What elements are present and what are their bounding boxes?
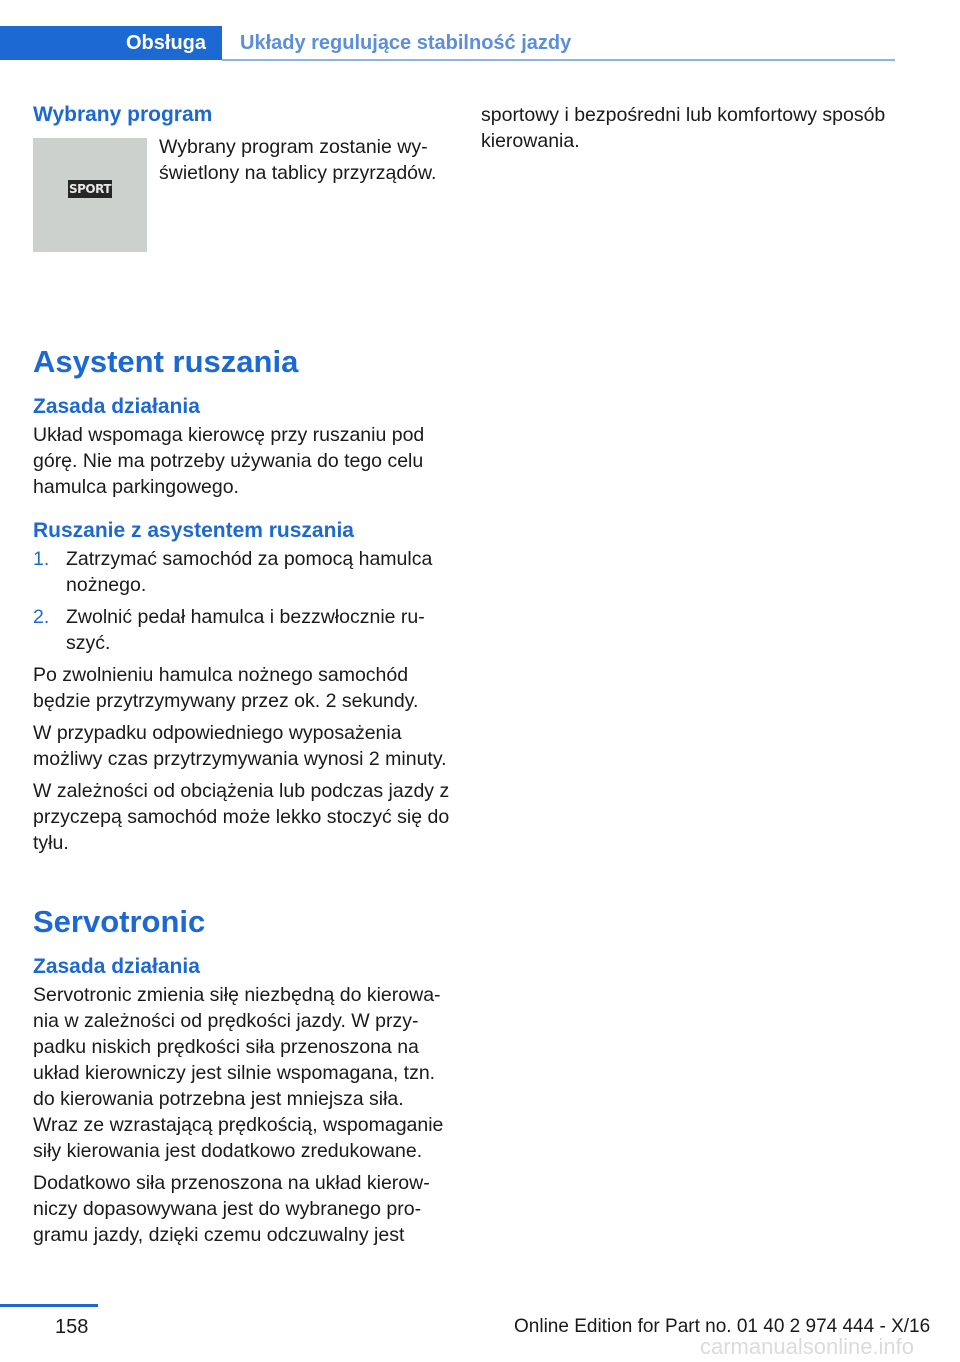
hill-start-para-3: W zależności od obciążenia lub podczas jazdy z przyczepą samochód może lekko stoczyć się do tyłu. — [33, 780, 450, 854]
step-text: Zwolnić pedał hamulca i bezzwłocznie ruszyć. — [66, 606, 425, 654]
hill-start-para-1: Po zwolnieniu hamulca nożnego samochód będzie przytrzymywany przez ok. 2 sekundy. — [33, 664, 419, 712]
header-chapter-title: Układy regulujące stabilność jazdy — [240, 32, 572, 54]
step-text: Zatrzymać samochód za pomocą hamulca nożnego. — [66, 548, 433, 596]
footer-edition: Online Edition for Part no. 01 40 2 974 444 - X/16 — [514, 1316, 931, 1337]
list-item — [33, 546, 453, 598]
selected-program-block — [33, 132, 453, 292]
servotronic-principle-heading: Zasada działania — [33, 955, 200, 978]
page-header — [0, 0, 895, 62]
selected-program-heading: Wybrany program — [33, 103, 213, 126]
watermark: carmanualsonline.info — [700, 1334, 915, 1359]
footer-rule — [0, 1304, 98, 1307]
left-column — [33, 100, 453, 1248]
servotronic-title: Servotronic — [33, 904, 206, 939]
hill-start-title: Asystent ruszania — [33, 344, 299, 379]
hill-start-para-2: W przypadku odpowiedniego wyposażenia możliwy czas przytrzymywania wynosi 2 minuty. — [33, 722, 447, 770]
servotronic-para-1: Servotronic zmienia siłę niezbędną do kierowania w zależności od prędkości jazdy. W przypadku niskich prędkości siła przenoszona na układ kierowniczy jest silnie wspomagana, tzn. do kierowania potrzebna jest mniejsza siła. Wraz ze wzrastającą prędkością, wspomaganie siły kierowania jest dodatkowo zredukowane. — [33, 984, 444, 1162]
step-number: 2. — [33, 606, 50, 628]
step-number: 1. — [33, 548, 50, 570]
hill-start-procedure-heading: Ruszanie z asystentem ruszania — [33, 519, 354, 542]
hill-start-principle-heading: Zasada działania — [33, 395, 200, 418]
servotronic-para-2: Dodatkowo siła przenoszona na układ kierowniczy dopasowywana jest do wybranego programu jazdy, dzięki czemu odczuwalny jest — [33, 1172, 430, 1246]
sport-badge-icon: SPORT — [68, 182, 112, 196]
sport-display-image — [33, 138, 147, 252]
selected-program-text: Wybrany program zostanie wyświetlony na tablicy przyrządów. — [159, 136, 437, 184]
servotronic-para-2-continued: sportowy i bezpośredni lub komfortowy sposób kierowania. — [481, 104, 886, 152]
header-section-tab: Obsługa — [0, 26, 222, 60]
hill-start-principle-text: Układ wspomaga kierowcę przy ruszaniu pod górę. Nie ma potrzeby używania do tego celu hamulca parkingowego. — [33, 424, 425, 498]
header-rule — [222, 59, 895, 61]
page-number: 158 — [55, 1316, 89, 1338]
list-item — [33, 604, 453, 656]
right-column — [481, 100, 901, 154]
hill-start-steps — [33, 546, 453, 656]
